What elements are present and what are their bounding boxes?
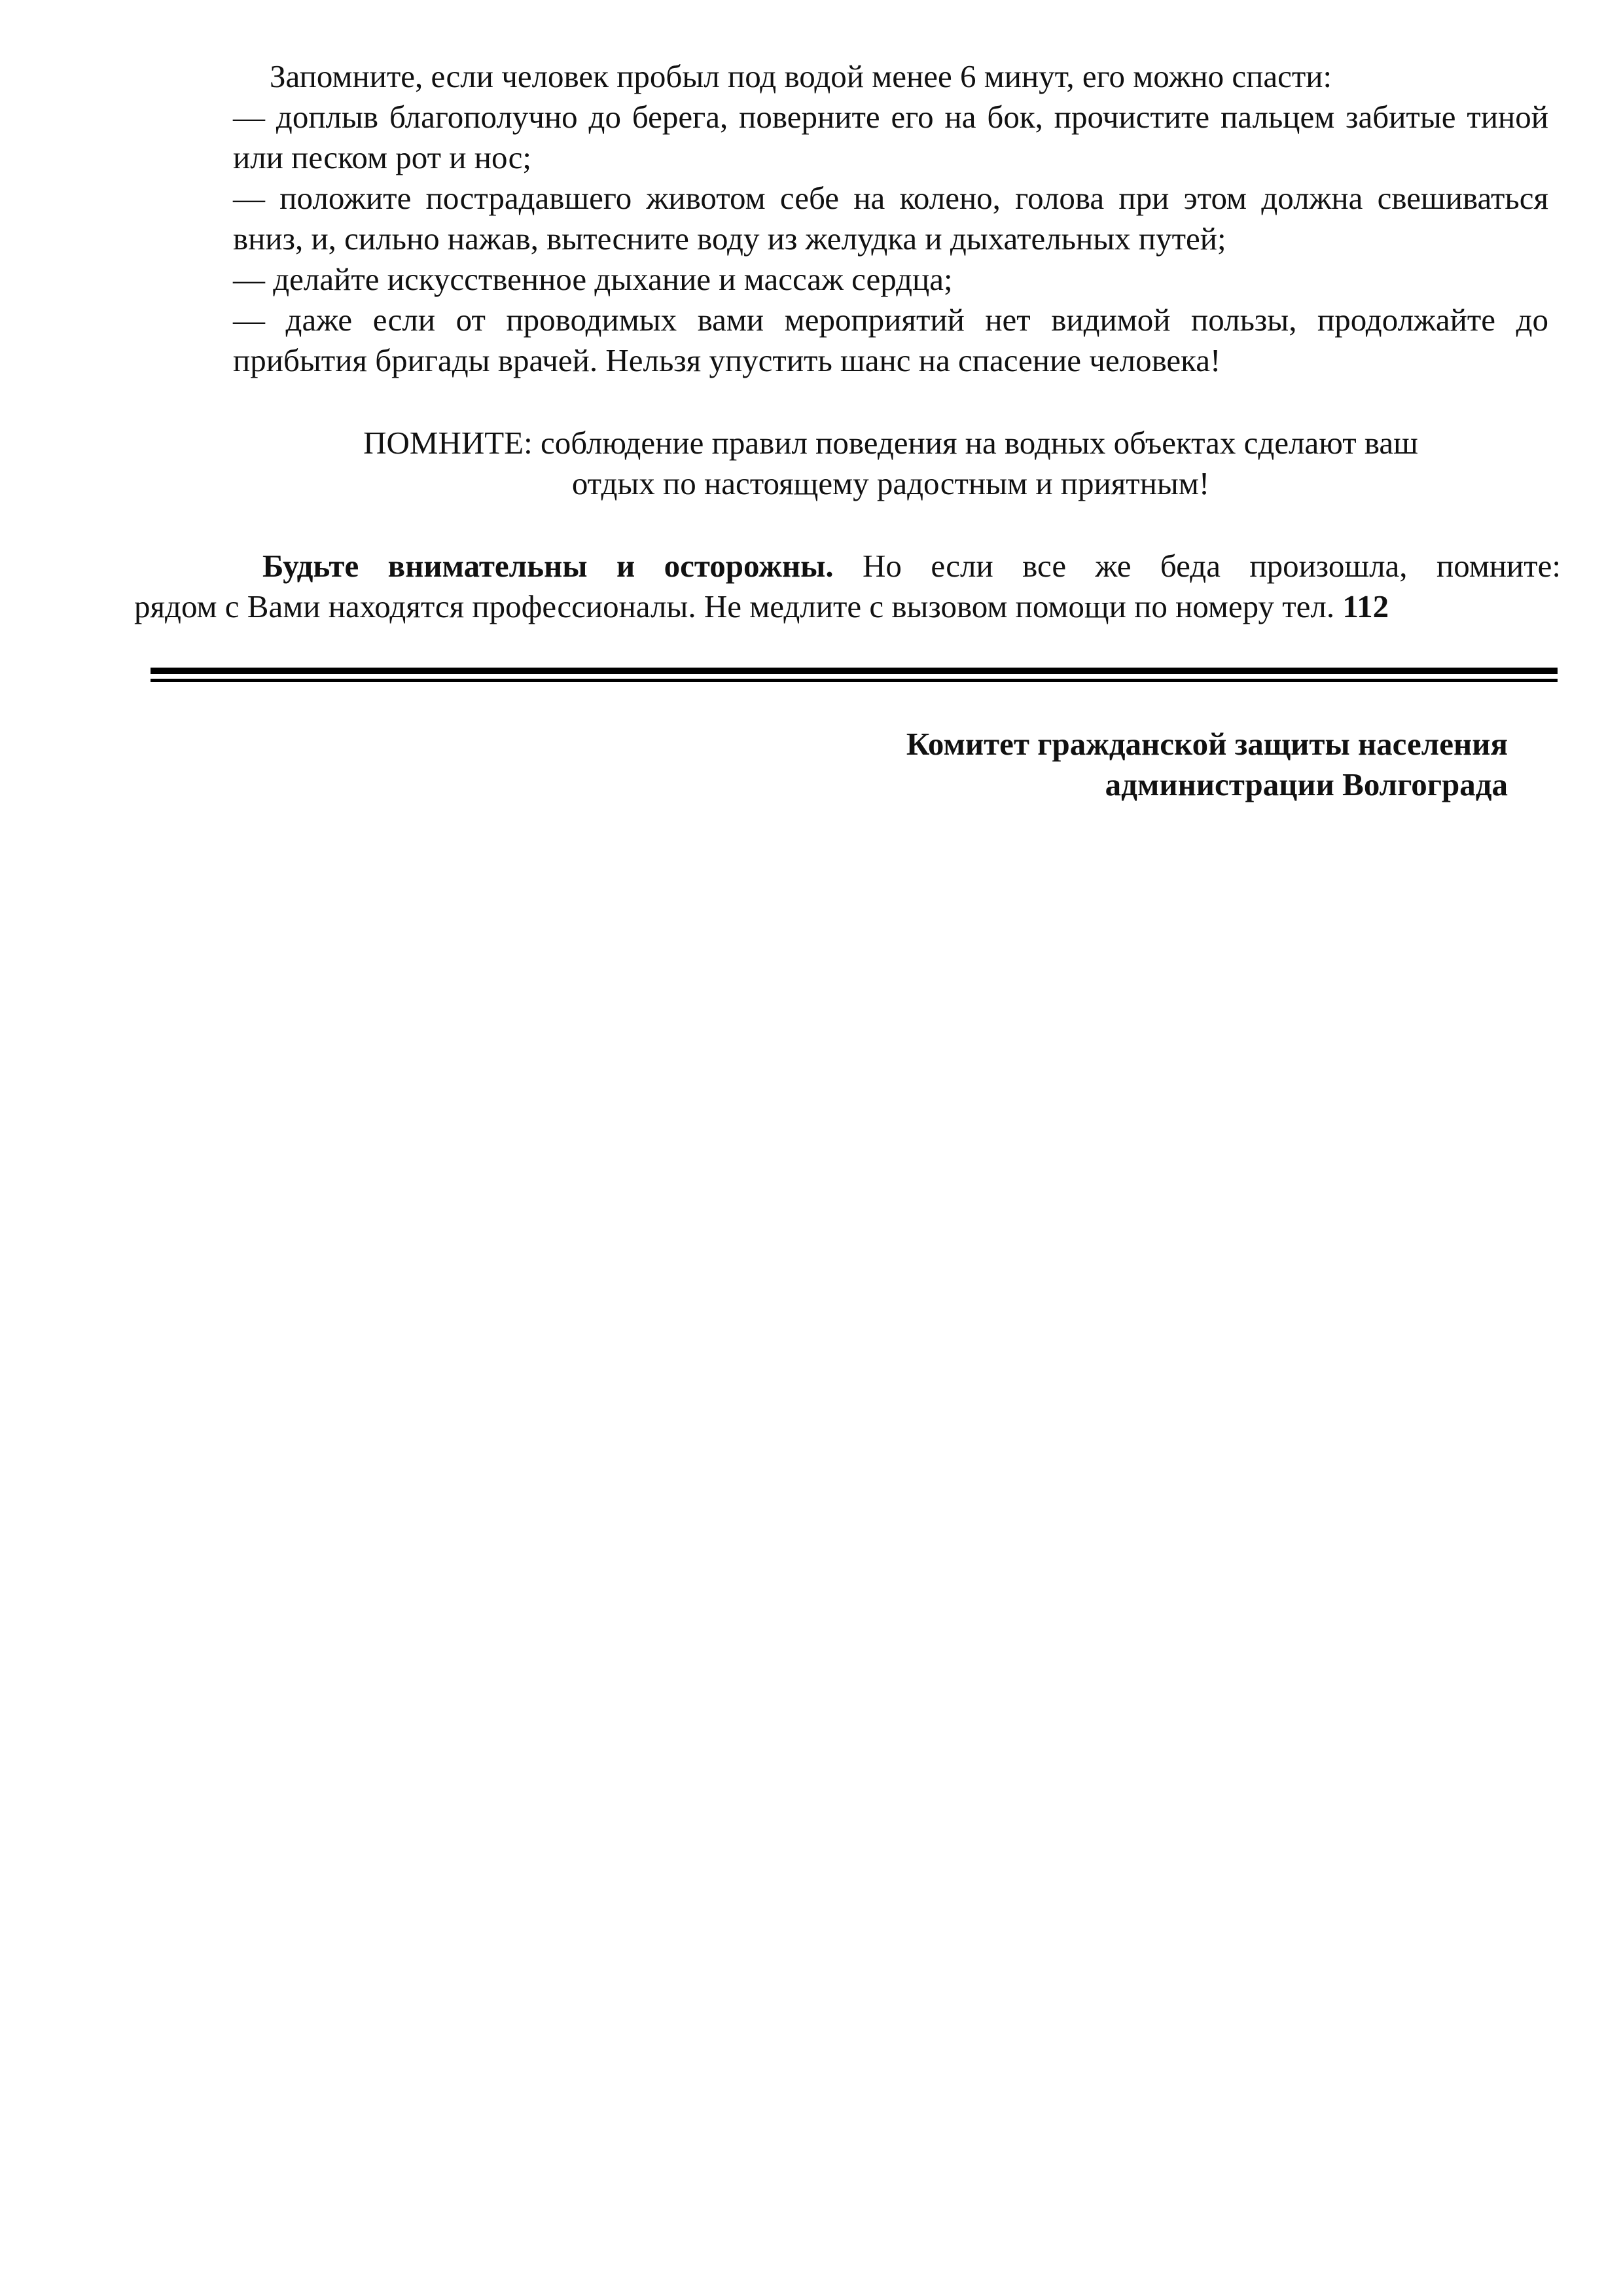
rescue-intro: Запомните, если человек пробыл под водой менее 6 минут, его можно спасти: — [270, 58, 1332, 94]
careful-line-2 — [134, 586, 1561, 627]
remember-notice — [233, 423, 1548, 504]
divider-thin-line — [151, 679, 1558, 682]
divider-thick-line — [151, 668, 1558, 674]
careful-line-1-rest: Но если все же беда произошла, помните: — [863, 548, 1561, 584]
emergency-phone-number: 112 — [1342, 588, 1389, 624]
remember-line-1: ПОМНИТЕ: соблюдение правил поведения на водных объектах сделают ваш — [363, 425, 1418, 461]
rescue-step-2: — положите пострадавшего животом себе на колено, голова при этом должна свешиваться вниз, и, сильно нажав, вытесните воду из желудка и дыхательных путей; — [233, 180, 1548, 257]
careful-warning — [134, 546, 1561, 627]
rescue-step-1: — доплыв благополучно до берега, поверните его на бок, прочистите пальцем забитые тиной или песком рот и нос; — [233, 99, 1548, 175]
double-rule-divider — [151, 668, 1558, 685]
careful-line-2-text: рядом с Вами находятся профессионалы. Не медлите с вызовом помощи по номеру тел. — [134, 588, 1335, 624]
signature-line-2: администрации Волгограда — [1105, 766, 1508, 802]
careful-bold-lead: Будьте внимательны и осторожны. — [262, 548, 834, 584]
rescue-step-3: — делайте искусственное дыхание и массаж сердца; — [233, 261, 953, 297]
rescue-step-4: — даже если от проводимых вами мероприятий нет видимой пользы, продолжайте до прибытия бригады врачей. Нельзя упустить шанс на спасение человека! — [233, 302, 1548, 378]
signature-line-1: Комитет гражданской защиты населения — [906, 726, 1508, 762]
remember-line-2: отдых по настоящему радостным и приятным! — [571, 465, 1210, 501]
careful-line-1 — [134, 546, 1561, 586]
rescue-instructions — [233, 56, 1548, 381]
signature-block — [722, 724, 1508, 805]
